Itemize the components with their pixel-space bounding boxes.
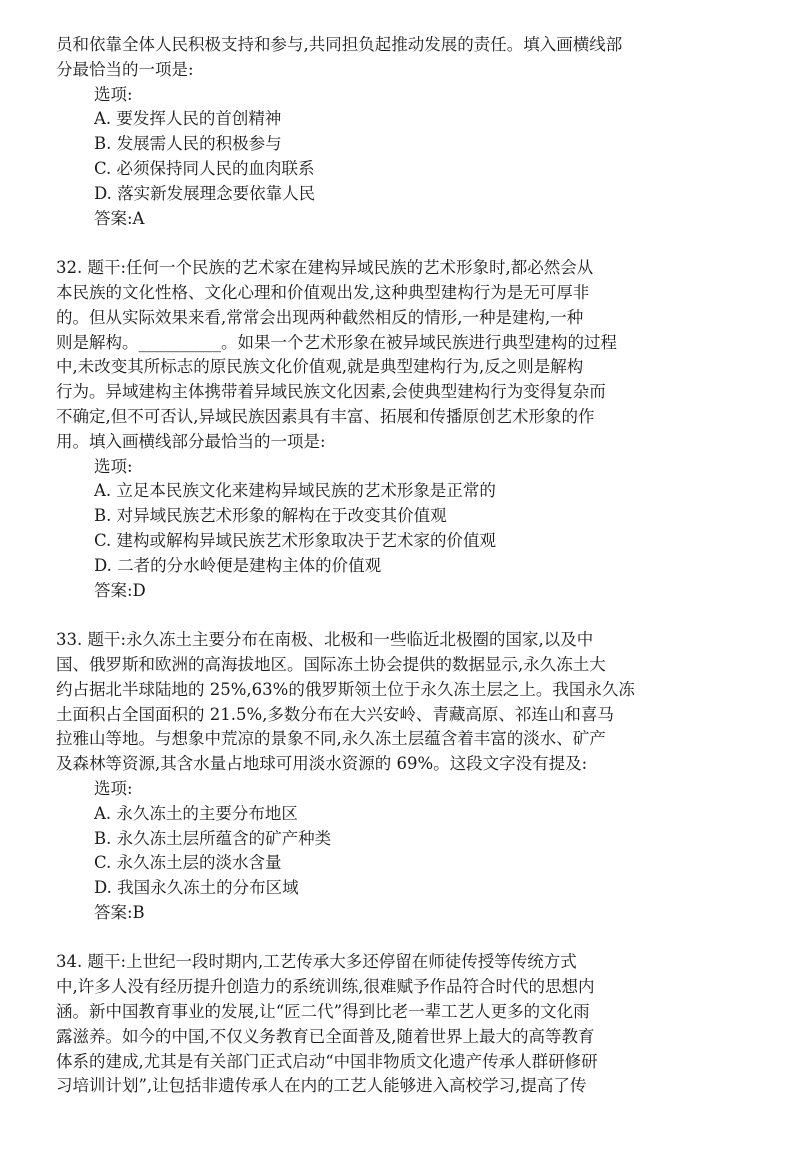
- stem-line: 国、俄罗斯和欧洲的高海拔地区。国际冻土协会提供的数据显示,永久冻土大: [56, 654, 606, 674]
- options-label: 选项:: [94, 84, 133, 104]
- option-b: B. 发展需人民的积极参与: [94, 134, 282, 154]
- answer: 答案:B: [94, 902, 145, 922]
- spacer: [56, 603, 794, 628]
- stem-line: 中,未改变其所标志的原民族文化价值观,就是典型建构行为,反之则是解构: [56, 357, 584, 377]
- option-b: B. 永久冻土层所蕴含的矿产种类: [94, 828, 332, 848]
- option-d: D. 我国永久冻土的分布区域: [94, 878, 299, 898]
- question-32: [56, 256, 794, 603]
- answer: 答案:D: [94, 580, 146, 600]
- option-a: A. 立足本民族文化来建构异域民族的艺术形象是正常的: [94, 481, 496, 501]
- stem-line: 中,许多人没有经历提升创造力的系统训练,很难赋予作品符合时代的思想内: [56, 977, 595, 997]
- option-a: A. 要发挥人民的首创精神: [94, 109, 282, 129]
- question-31-tail: [56, 33, 794, 231]
- option-c: C. 永久冻土层的淡水含量: [94, 853, 282, 873]
- option-b: B. 对异域民族艺术形象的解构在于改变其价值观: [94, 506, 447, 526]
- question-33: [56, 628, 794, 926]
- answer: 答案:A: [94, 208, 145, 228]
- stem-line: 员和依靠全体人民积极支持和参与,共同担负起推动发展的责任。填入画横线部: [56, 35, 623, 54]
- stem-line: 本民族的文化性格、文化心理和价值观出发,这种典型建构行为是无可厚非: [56, 282, 590, 302]
- stem-line: 分最恰当的一项是:: [56, 59, 194, 79]
- stem-line: 32. 题干:任何一个民族的艺术家在建构异域民族的艺术形象时,都必然会从: [56, 258, 594, 278]
- stem-line: 习培训计划”,让包括非遗传承人在内的工艺人能够进入高校学习,提高了传: [56, 1076, 587, 1096]
- stem-line: 不确定,但不可否认,异域民族因素具有丰富、拓展和传播原创艺术形象的作: [56, 406, 595, 426]
- options-label: 选项:: [94, 778, 133, 798]
- option-c: C. 必须保持同人民的血肉联系: [94, 158, 315, 178]
- stem-line: 体系的建成,尤其是有关部门正式启动“中国非物质文化遗产传承人群研修研: [56, 1051, 598, 1071]
- stem-line: 33. 题干:永久冻土主要分布在南极、北极和一些临近北极圈的国家,以及中: [56, 630, 594, 650]
- stem-line: 用。填入画横线部分最恰当的一项是:: [56, 431, 326, 451]
- stem-line: 则是解构。__________。如果一个艺术形象在被异域民族进行典型建构的过程: [56, 332, 617, 352]
- stem-line: 行为。异域建构主体携带着异域民族文化因素,会使典型建构行为变得复杂而: [56, 382, 606, 402]
- option-a: A. 永久冻土的主要分布地区: [94, 803, 298, 823]
- stem-line: 约占据北半球陆地的 25%,63%的俄罗斯领土位于永久冻土层之上。我国永久冻: [56, 679, 635, 699]
- stem-line: 露滋养。如今的中国,不仅义务教育已全面普及,随着世界上最大的高等教育: [56, 1026, 595, 1046]
- spacer: [56, 926, 794, 951]
- options-label: 选项:: [94, 456, 133, 476]
- stem-line: 及森林等资源,其含水量占地球可用淡水资源的 69%。这段文字没有提及:: [56, 754, 588, 774]
- stem-line: 拉雅山等地。与想象中荒凉的景象不同,永久冻土层蕴含着丰富的淡水、矿产: [56, 729, 606, 749]
- spacer: [56, 231, 794, 256]
- stem-line: 土面积占全国面积的 21.5%,多数分布在大兴安岭、青藏高原、祁连山和喜马: [56, 704, 614, 724]
- stem-line: 涵。新中国教育事业的发展,让“匠二代”得到比老一辈工艺人更多的文化雨: [56, 1002, 590, 1022]
- stem-line: 34. 题干:上世纪一段时期内,工艺传承大多还停留在师徒传授等传统方式: [56, 952, 577, 972]
- option-d: D. 二者的分水岭便是建构主体的价值观: [94, 555, 382, 575]
- option-d: D. 落实新发展理念要依靠人民: [94, 183, 316, 203]
- question-34: [56, 950, 794, 1099]
- stem-line: 的。但从实际效果来看,常常会出现两种截然相反的情形,一种是建构,一种: [56, 307, 584, 327]
- option-c: C. 建构或解构异域民族艺术形象取决于艺术家的价值观: [94, 530, 497, 550]
